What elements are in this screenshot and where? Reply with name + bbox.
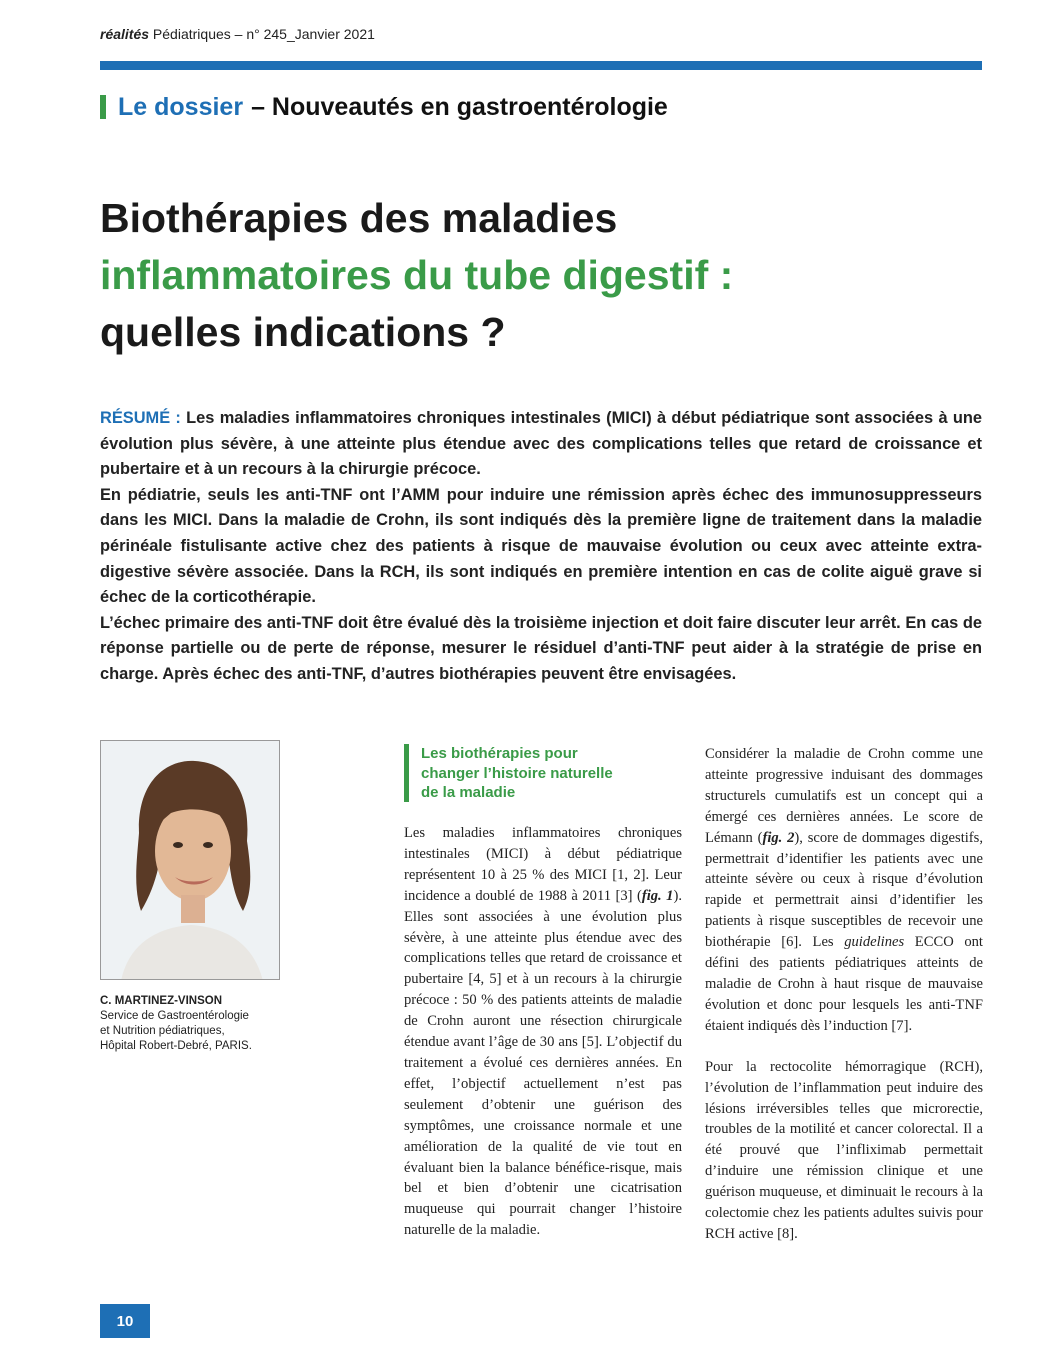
- author-affiliation-3: Hôpital Robert-Debré, PARIS.: [100, 1040, 252, 1052]
- column-heading-line-1: Les biothérapies pour: [421, 745, 578, 762]
- body-text: ECCO ont défini des patients pédiatriques atteints de maladie de Crohn à haut risque de mauvaise évolution et donc pour lesquels les anti-TNF étaient indiqués dès l’induction [7].: [705, 934, 983, 1034]
- abstract-paragraph-3: L’échec primaire des anti-TNF doit être évalué dès la troisième injection et doit faire discuter leur arrêt. En cas de réponse partielle ou de perte de réponse, mesurer le résiduel d’anti-TNF peut aider à la stratégie de prise en charge. Après échec des anti-TNF, d’autres biothérapies peuvent être envisagées.: [100, 613, 982, 683]
- title-line-2: inflammatoires du tube digestif :: [100, 252, 734, 298]
- column-heading-line-2: changer l’histoire naturelle: [421, 764, 613, 782]
- abstract-text-1: Les maladies inflammatoires chroniques intestinales (MICI) à début pédiatrique sont associées à une évolution plus sévère, à une atteinte plus étendue avec des complications telles que retard de croissance et pubertaire et à un recours à la chirurgie précoce.: [100, 409, 982, 479]
- column-heading-line-3: de la maladie: [421, 784, 516, 801]
- column-heading-text: [421, 744, 613, 803]
- section-heading: [100, 90, 668, 124]
- author-name: C. MARTINEZ-VINSON: [100, 995, 223, 1007]
- page-number: 10: [100, 1304, 150, 1338]
- section-marker: [100, 95, 106, 119]
- abstract: [100, 406, 982, 688]
- header-rule: [100, 61, 982, 70]
- author-photo: [100, 740, 280, 980]
- column-heading-marker: [404, 744, 409, 802]
- body-text: ), score de dommages digestifs, permettrait d’identifier les patients avec une atteinte sévère ou ceux à risque d’évolution rapide et permettrait ainsi d’identifier les patients à risque susceptibles de recevoir une biothérapie [6]. Les: [705, 829, 983, 951]
- author-affiliation-1: Service de Gastroentérologie: [100, 1010, 249, 1022]
- figure-reference-1[interactable]: fig. 1: [641, 887, 674, 904]
- author-affiliation-2: et Nutrition pédiatriques,: [100, 1025, 225, 1037]
- author-portrait-image: [101, 741, 280, 980]
- section-kicker: Le dossier: [118, 92, 244, 121]
- running-head: [100, 26, 375, 42]
- body-text: Considérer la maladie de Crohn comme une atteinte progressive induisant des dommages structurels cumulatifs est un concept qui a émergé ces dernières années. Le score de Lémann (: [705, 746, 983, 846]
- body-paragraph-2: [705, 744, 983, 1037]
- body-paragraph-1: [404, 823, 682, 1241]
- body-column-1: [404, 823, 682, 1241]
- column-heading: [404, 744, 664, 803]
- journal-brand: réalités: [100, 26, 150, 42]
- body-text: Les maladies inflammatoires chroniques intestinales (MICI) à début pédiatrique représentent 10 à 25 % des MICI [1, 2]. Leur incidence a doublé de 1988 à 2011 [3] (: [404, 825, 682, 904]
- figure-reference-2[interactable]: fig. 2: [762, 829, 795, 846]
- author-info: [100, 994, 300, 1054]
- journal-issue: Pédiatriques – n° 245_Janvier 2021: [149, 26, 375, 42]
- abstract-paragraph-1: [100, 406, 982, 483]
- body-paragraph-3: Pour la rectocolite hémorragique (RCH), l’évolution de l’inflammation peut induire des lésions irréversibles telles que microrectie, troubles de la motilité et cancer colorectal. Il a été prouvé que l’infliximab permettait d’induire une rémission clinique et une guérison muqueuse, et diminuait le recours à la colectomie chez les patients adultes suivis pour RCH active [8].: [705, 1058, 983, 1242]
- guidelines-term: guidelines: [844, 934, 905, 951]
- abstract-paragraph-2: En pédiatrie, seuls les anti-TNF ont l’AMM pour induire une rémission après échec des immunosuppresseurs dans les MICI. Dans la maladie de Crohn, ils sont indiqués dès la première ligne de traitement dans la maladie périnéale fistulisante active chez des patients à risque de mauvaise évolution ou ceux avec atteinte extra-digestive sévère associée. Dans la RCH, ils sont indiqués en première intention en cas de colite aiguë grave si échec de la corticothérapie.: [100, 485, 982, 607]
- body-column-2: [705, 744, 983, 1245]
- abstract-label: RÉSUMÉ :: [100, 409, 181, 427]
- title-line-1: Biothérapies des maladies: [100, 195, 618, 241]
- body-text: ). Elles sont associées à une évolution plus sévère, à une atteinte plus étendue avec des complications telles que retard de croissance et pubertaire [4, 5] et à un recours à la chirurgie précoce : 50 % des patients atteints de maladie de Crohn auront une résection chirurgicale étendue avant l’âge de 30 ans [5]. L’objectif du traitement a évolué ces dernières années. En effet, l’objectif actuellement n’est pas seulement d’obtenir une guérison des symptômes, une croissance normale et une amélioration de la qualité de vie tout en évaluant bien la balance bénéfice-risque, mais bel et bien d’obtenir une cicatrisation muqueuse qui pourrait changer l’histoire naturelle de la maladie.: [404, 887, 682, 1239]
- article-title: [100, 190, 980, 361]
- title-line-3: quelles indications ?: [100, 309, 506, 355]
- section-title: – Nouveautés en gastroentérologie: [251, 92, 668, 121]
